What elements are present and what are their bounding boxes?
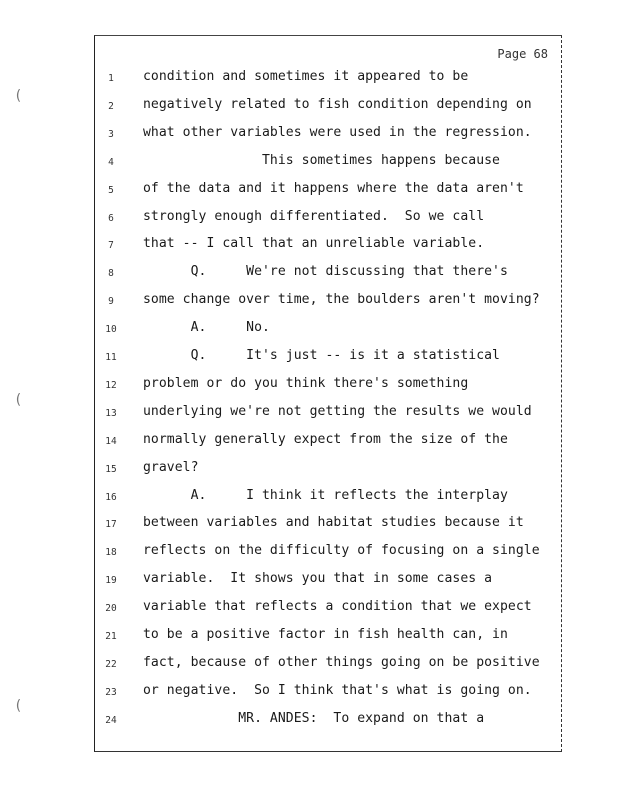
transcript-line: [0, 376, 618, 396]
transcript-line: [0, 153, 618, 173]
transcript-line: [0, 627, 618, 647]
transcript-line: [0, 488, 618, 508]
line-text: normally generally expect from the size of the: [143, 431, 508, 447]
line-number: 16: [105, 491, 117, 503]
line-text: strongly enough differentiated. So we call: [143, 208, 485, 224]
transcript-line: [0, 236, 618, 256]
margin-punch-mark: (: [14, 88, 23, 104]
line-text: what other variables were used in the regression.: [143, 124, 532, 140]
transcript-line: [0, 97, 618, 117]
transcript-line: [0, 543, 618, 563]
line-text: to be a positive factor in fish health can, in: [143, 627, 508, 642]
line-number: 2: [108, 100, 114, 112]
margin-punch-mark: (: [14, 392, 23, 408]
line-number: 17: [105, 519, 117, 531]
line-number: 5: [108, 184, 114, 196]
line-text: This sometimes happens because: [143, 152, 500, 168]
line-text: A. No.: [143, 320, 270, 336]
transcript-line: [0, 209, 618, 229]
line-number: 20: [105, 603, 117, 615]
line-number: 22: [105, 658, 117, 670]
line-number: 18: [105, 547, 117, 559]
line-number: 19: [105, 575, 117, 587]
line-text: underlying we're not getting the results we would: [143, 403, 532, 419]
line-text: variable that reflects a condition that we expect: [143, 599, 532, 615]
transcript-line: [0, 711, 618, 731]
line-number: 9: [108, 296, 114, 308]
line-text: or negative. So I think that's what is going on.: [143, 682, 532, 698]
line-number: 3: [108, 128, 114, 140]
line-text: MR. ANDES: To expand on that a: [143, 710, 485, 726]
line-text: of the data and it happens where the data aren't: [143, 180, 524, 196]
transcript-line: [0, 683, 618, 703]
margin-punch-mark: (: [14, 698, 23, 714]
line-text: Q. We're not discussing that there's: [143, 264, 508, 280]
transcript-line: [0, 125, 618, 145]
line-text: gravel?: [143, 459, 199, 475]
line-number: 15: [105, 463, 117, 475]
line-text: Q. It's just -- is it a statistical: [143, 348, 500, 363]
line-number: 4: [108, 156, 114, 168]
line-text: between variables and habitat studies because it: [143, 515, 524, 531]
transcript-line: [0, 181, 618, 201]
transcript-line: [0, 348, 618, 368]
line-number: 1: [108, 73, 114, 84]
line-number: 10: [105, 324, 117, 336]
transcript-line: [0, 264, 618, 284]
transcript-line: [0, 432, 618, 452]
transcript-line: [0, 404, 618, 424]
transcript-line: [0, 599, 618, 619]
line-text: negatively related to fish condition depending on: [143, 96, 532, 112]
line-number: 23: [105, 686, 117, 698]
line-text: condition and sometimes it appeared to be: [143, 69, 469, 84]
transcript-line: [0, 69, 618, 89]
line-number: 13: [105, 407, 117, 419]
transcript-line: [0, 292, 618, 312]
transcript-line: [0, 571, 618, 591]
line-number: 6: [108, 212, 114, 224]
line-number: 24: [105, 714, 117, 726]
line-number: 11: [105, 352, 117, 363]
line-text: some change over time, the boulders aren't moving?: [143, 292, 540, 308]
transcript-line: [0, 515, 618, 535]
transcript-line: [0, 320, 618, 340]
line-number: 21: [105, 631, 117, 642]
line-number: 12: [105, 379, 117, 391]
line-text: A. I think it reflects the interplay: [143, 487, 508, 503]
line-text: reflects on the difficulty of focusing on a single: [143, 543, 540, 559]
transcript-line: [0, 655, 618, 675]
page-number: Page 68: [497, 47, 548, 61]
line-text: that -- I call that an unreliable variable.: [143, 236, 485, 252]
line-number: 7: [108, 240, 114, 252]
line-number: 14: [105, 435, 117, 447]
line-text: problem or do you think there's something: [143, 375, 469, 391]
transcript-line: [0, 460, 618, 480]
line-text: variable. It shows you that in some cases a: [143, 571, 493, 587]
line-number: 8: [108, 268, 114, 280]
line-text: fact, because of other things going on be positive: [143, 654, 540, 670]
